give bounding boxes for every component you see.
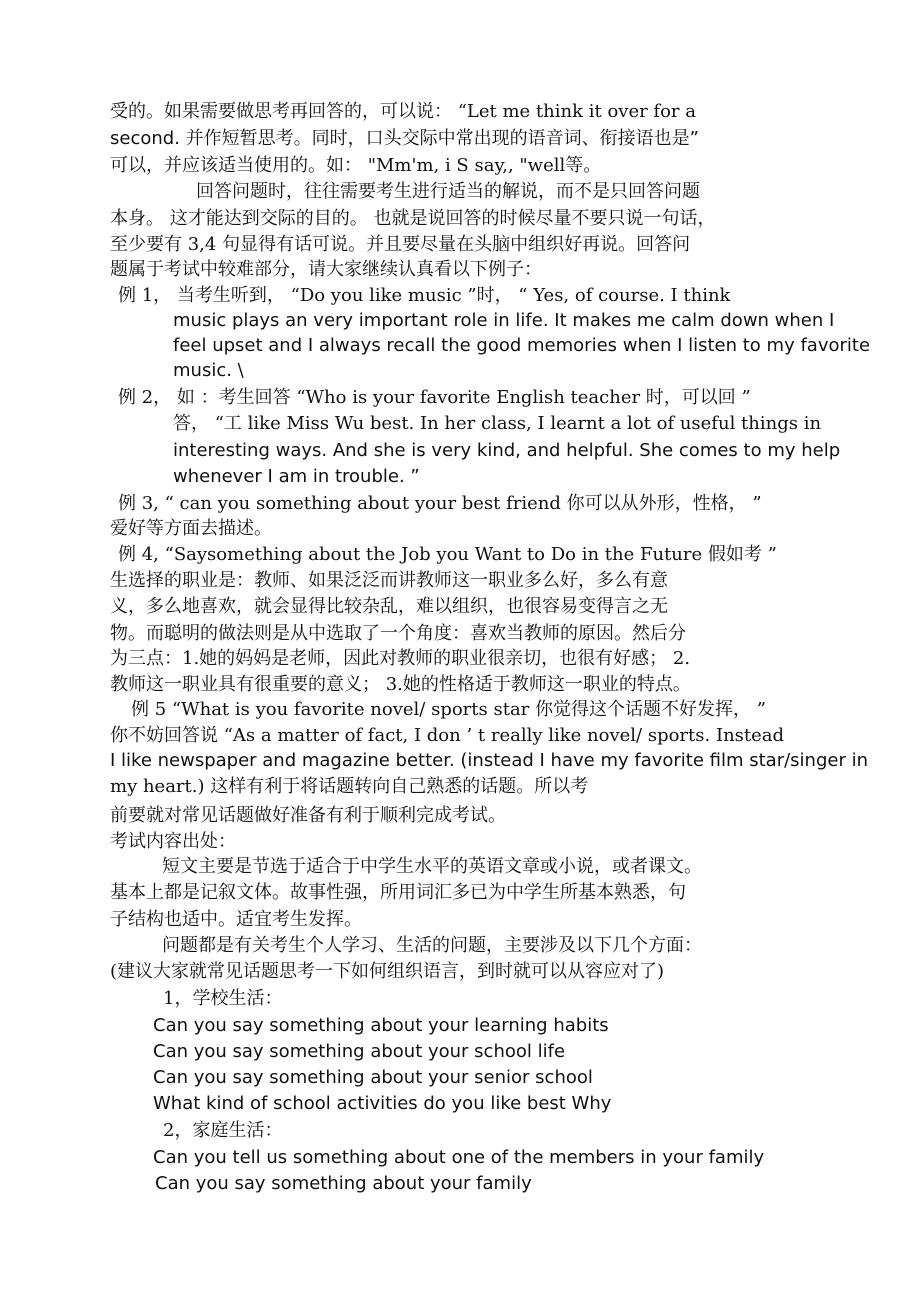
text-line: music. \ — [173, 360, 244, 381]
text-line: second. 并作短暂思考。同时，口头交际中常出现的语音词、衔接语也是” — [110, 128, 699, 149]
text-line: 爱好等方面去描述。 — [110, 518, 272, 539]
text-line: 子结构也适中。适宜考生发挥。 — [110, 909, 362, 930]
text-line: 本身。 这才能达到交际的目的。 也就是说回答的时候尽量不要只说一句话， — [110, 208, 716, 229]
text-line: 回答问题时，往往需要考生进行适当的解说，而不是只回答问题 — [196, 181, 700, 202]
text-line: 前要就对常见话题做好准备有利于顺利完成考试。 — [110, 805, 506, 826]
text-line: 义，多么地喜欢，就会显得比较杂乱，难以组织，也很容易变得言之无 — [110, 596, 668, 617]
text-line: 生选择的职业是：教师、如果泛泛而讲教师这一职业多么好，多么有意 — [110, 570, 668, 591]
text-line: 问题都是有关考生个人学习、生活的问题，主要涉及以下几个方面： — [162, 935, 702, 956]
text-line: 物。而聪明的做法则是从中选取了一个角度：喜欢当教师的原因。然后分 — [110, 623, 686, 644]
text-line: 受的。如果需要做思考再回答的，可以说： “Let me think it over for a — [110, 101, 696, 122]
text-line: What kind of school activities do you like best Why — [153, 1093, 612, 1114]
text-line: Can you say something about your school life — [153, 1041, 566, 1062]
text-line: my heart.) 这样有利于将话题转向自己熟悉的话题。所以考 — [110, 776, 589, 797]
text-line: 例 3, “ can you something about your best friend 你可以从外形，性格， ” — [118, 493, 762, 514]
text-line: 题属于考试中较难部分，请大家继续认真看以下例子： — [110, 259, 542, 280]
text-line: 可以，并应该适当使用的。如： "Mm'm, i S say,, "well等。 — [110, 155, 602, 176]
text-line: whenever I am in trouble. ” — [173, 466, 420, 487]
text-line: interesting ways. And she is very kind, and helpful. She comes to my help — [173, 440, 841, 461]
text-line: Can you say something about your learning habits — [153, 1015, 609, 1036]
text-line: 例 5 “What is you favorite novel/ sports star 你觉得这个话题不好发挥， ” — [131, 699, 766, 720]
text-line: 例 4, “Saysomething about the Job you Want to Do in the Future 假如考 ” — [118, 544, 777, 565]
text-line: Can you say something about your senior school — [153, 1067, 593, 1088]
text-line: 短文主要是节选于适合于中学生水平的英语文章或小说，或者课文。 — [162, 856, 702, 877]
text-line: 为三点：1.她的妈妈是老师，因此对教师的职业很亲切，也很有好感； 2. — [110, 648, 691, 669]
text-line: 2，家庭生活： — [163, 1120, 283, 1141]
text-line: 教师这一职业具有很重要的意义； 3.她的性格适于教师这一职业的特点。 — [110, 674, 691, 695]
text-line: 例 1， 当考生听到， “Do you like music ”时， “ Yes, of course. I think — [118, 285, 731, 306]
text-line: feel upset and I always recall the good memories when I listen to my favorite — [173, 335, 871, 356]
text-line: I like newspaper and magazine better. (instead I have my favorite film star/singer in — [110, 750, 868, 771]
text-line: (建议大家就常见话题思考一下如何组织语言，到时就可以从容应对了) — [110, 961, 665, 982]
text-line: 基本上都是记叙文体。故事性强，所用词汇多已为中学生所基本熟悉，句 — [110, 882, 686, 903]
text-line: 答， “工 like Miss Wu best. In her class, I learnt a lot of useful things in — [173, 413, 822, 434]
text-line: 至少要有 3,4 句显得有话可说。并且要尽量在头脑中组织好再说。回答问 — [110, 234, 691, 255]
text-line: Can you say something about your family — [155, 1173, 532, 1194]
text-line: Can you tell us something about one of the members in your family — [153, 1147, 765, 1168]
text-line: 1，学校生活： — [163, 988, 283, 1009]
text-line: music plays an very important role in life. It makes me calm down when I — [173, 310, 835, 331]
text-line: 考试内容出处： — [110, 831, 236, 852]
text-line: 你不妨回答说 “As a matter of fact, I don ’ t really like novel/ sports. Instead — [110, 725, 785, 746]
text-line: 例 2， 如 ：考生回答 “Who is your favorite English teacher 时，可以回 ” — [118, 387, 751, 408]
